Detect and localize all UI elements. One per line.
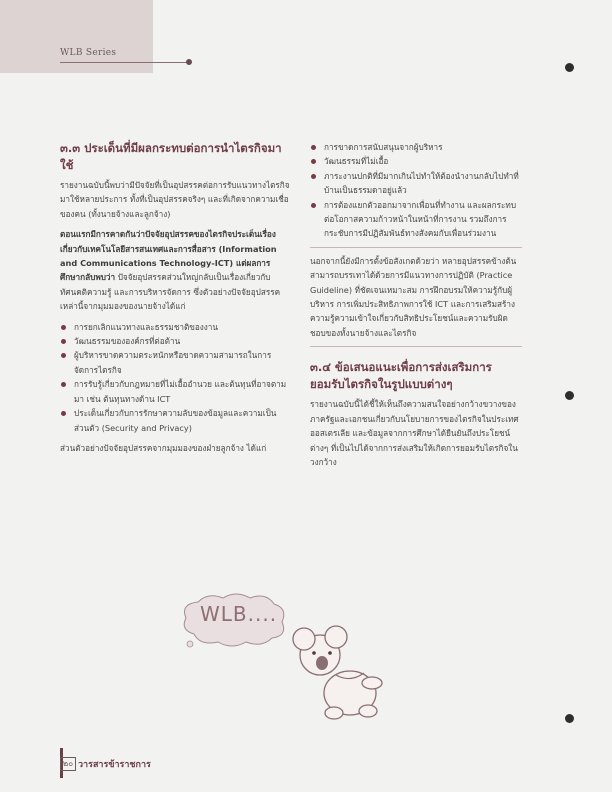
- bubble-text: WLB....: [200, 602, 278, 626]
- series-rule: [60, 62, 188, 63]
- divider: [310, 247, 522, 248]
- left-column: [60, 140, 290, 461]
- divider: [310, 346, 522, 347]
- employee-barrier-list: [310, 140, 522, 241]
- series-label: WLB Series: [60, 48, 117, 58]
- binder-hole: [565, 63, 574, 72]
- paragraph: นอกจากนี้ยังมีการตั้งข้อสังเกตด้วยว่า หลายอุปสรรคข้างต้นสามารถบรรเทาได้ด้วยการมีแนวทางการปฏิบัติ (Practice Guideline) ที่ชัดเจนเหมาะสม การฝึกอบรมให้ความรู้กับผู้บริหาร การเพิ่มประสิทธิภาพการใช้ ICT และการเสริมสร้างความรู้ความเข้าใจเกี่ยวกับสิทธิประโยชน์และความรับผิดชอบของทั้งนายจ้างและไตรกิจ: [310, 255, 517, 338]
- list-item: การต้องแยกตัวออกมาจากเพื่อนที่ทำงาน และผลกระทบต่อโอกาสความก้าวหน้าในหน้าที่การงาน รวมถึงการกระชับการมีปฏิสัมพันธ์ทางสังคมกับเพื่อนร่วมงาน: [310, 198, 522, 241]
- paragraph: [60, 227, 290, 313]
- paragraph: ส่วนตัวอย่างปัจจัยอุปสรรคจากมุมมองของฝ่ายลูกจ้าง ได้แก่: [60, 442, 267, 453]
- list-item: ภาระงานปกติที่มีมากเกินไปทำให้ต้องนำงานกลับไปทำที่บ้านเป็นธรรมดาอยู่แล้ว: [310, 169, 522, 198]
- list-item: วัฒนธรรมขององค์กรที่ต่อต้าน: [60, 334, 290, 348]
- list-item: วัฒนธรรมที่ไม่เอื้อ: [310, 154, 522, 168]
- text: ปัจจัยอุปสรรคส่วนใหญ่กลับเป็นเรื่องเกี่ยวกับทัศนคติความรู้ และการบริหารจัดการ ซึ่งตัวอย่างปัจจัยอุปสรรคเหล่านี้จากมุมมองของนายจ้างได้แก่: [60, 272, 281, 312]
- list-item: ผู้บริหารขาดความตระหนักหรือขาดความสามารถในการจัดการไตรกิจ: [60, 348, 290, 377]
- right-column: [310, 140, 522, 475]
- employer-barrier-list: [60, 320, 290, 435]
- list-item: การรับรู้เกี่ยวกับกฎหมายที่ไม่เอื้ออำนวย และต้นทุนที่อาจตามมา เช่น ต้นทุนทางด้าน ICT: [60, 377, 290, 406]
- publication-name: วารสารข้าราชการ: [78, 760, 151, 770]
- paragraph: รายงานฉบับนี้พบว่ามีปัจจัยที่เป็นอุปสรรคต่อการรับแนวทางไตรกิจมาใช้หลายประการ ทั้งที่เป็นอุปสรรคจริงๆ และที่เกิดจากความเชื่อของคน (ทั้งนายจ้างและลูกจ้าง): [60, 180, 290, 219]
- section-3-4-title: ๓.๔ ข้อเสนอแนะเพื่อการส่งเสริมการยอมรับไตรกิจในรูปแบบต่างๆ: [310, 360, 492, 392]
- list-item: การขาดการสนับสนุนจากผู้บริหาร: [310, 140, 522, 154]
- koala-mascot-icon: [290, 625, 395, 725]
- page-number: ๒๐: [60, 757, 76, 771]
- paragraph: รายงานฉบับนี้ได้ชี้ให้เห็นถึงความสนใจอย่างกว้างขวางของภาครัฐและเอกชนเกี่ยวกับนโยบายการของไตรกิจในประเทศออสเตรเลีย และข้อมูลจากการศึกษาได้ยืนยันถึงประโยชน์ต่างๆ ที่เป็นไปได้จากการส่งเสริมให้เกิดการยอมรับไตรกิจในวงกว้าง: [310, 399, 519, 467]
- binder-hole: [565, 391, 574, 400]
- list-item: การยกเลิกแนวทางและธรรมชาติของงาน: [60, 320, 290, 334]
- list-item: ประเด็นเกี่ยวกับการรักษาความลับของข้อมูลและความเป็นส่วนตัว (Security and Privacy): [60, 406, 290, 435]
- binder-hole: [565, 714, 574, 723]
- series-dot: [186, 59, 192, 65]
- section-3-3-title: ๓.๓ ประเด็นที่มีผลกระทบต่อการนำไตรกิจมาใช้: [60, 141, 282, 172]
- bold-text: ตอนแรกมีการคาดกันว่าปัจจัยอุปสรรคของไตรกิจประเด็นเรื่องเกี่ยวกับเทคโนโลยีสารสนเทศและการสื่อสาร (Information and Communications Technology-ICT) แต่ผลการศึกษากลับพบว่า: [60, 229, 277, 283]
- section-3-4: [310, 359, 522, 469]
